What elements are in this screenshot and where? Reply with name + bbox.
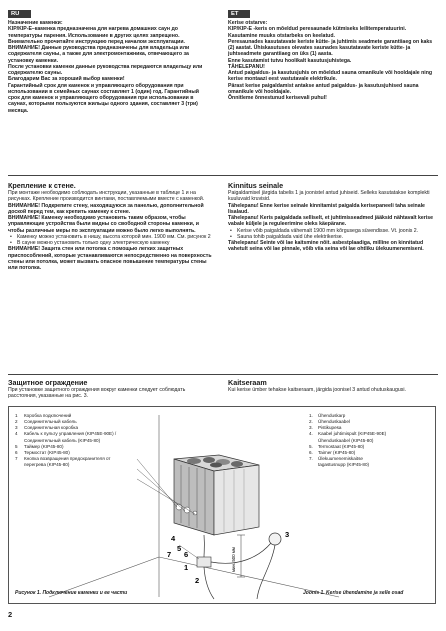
legend-number: 1 xyxy=(15,413,18,418)
legend-number: 7. xyxy=(309,456,313,462)
legend-text: Ülekuumenemiskaitse xyxy=(318,456,363,462)
legend-text: Термостат (KIP45-80) xyxy=(24,449,70,455)
legend-number: 4 xyxy=(15,431,18,437)
ru-intro xyxy=(8,20,212,114)
ru-paragraph: KIP/KIP-E–каменка предназначена для нагрева домашних саун до температуры парения. Использование в других целях запрещено. xyxy=(8,26,180,39)
legend-text: Taimer (KIP45-80) xyxy=(318,449,356,455)
callout-number: 5 xyxy=(177,544,182,553)
et-paragraph: TÄHELEPANU! xyxy=(228,63,265,70)
ru-list-item: • Каменку можно установить в нишу, высота которой мин. 1900 мм. См. рисунок 2 xyxy=(10,233,211,240)
et-paragraph: Peresaunades kasutatavate keriste kütte- ja juhtimis seadmete garantiiaeg on kaks (2) aastat. Ühiskasutuses olevates saunades kasutatavate keriste kütte- ja juhtseadmete garantiiaeg on üks (1) aasta. xyxy=(228,38,433,58)
callout-number: 7 xyxy=(167,550,172,559)
heater-diagram xyxy=(9,407,437,605)
callout-number: 6 xyxy=(184,550,189,559)
callout-number: 2 xyxy=(195,576,200,585)
legend-number: 6. xyxy=(309,449,313,455)
legend-text: Соединительный кабель xyxy=(24,419,77,425)
et-paragraph: Kerise otstarve: xyxy=(228,20,268,26)
legend-text: Соединительный кабель (KIP45-80) xyxy=(24,437,101,443)
legend-number: 3. xyxy=(309,425,313,431)
page-number: 2 xyxy=(8,610,13,619)
et-paragraph: Antud paigaldus- ja kasutusjuhis on mõeldud sauna omanikule või hooldajale ning kerise montaazi eest vastutavale elektrikule. xyxy=(228,70,433,83)
legend-number: 5. xyxy=(309,443,313,449)
legend-text: Кнопка возвращения предохранителя от xyxy=(24,456,111,462)
callout-number: 3 xyxy=(285,530,290,539)
legend-text: перегрева (KIP45-80) xyxy=(24,462,70,468)
ru-guard-title: Защитное ограждение xyxy=(8,378,88,387)
ru-paragraph: Назначение каменки: xyxy=(8,20,63,26)
et-list-item: • Kerise võib paigaldada vähemalt 1900 mm kõrgusega süvendisse. Vt. joonis 2. xyxy=(230,227,419,234)
et-paragraph: Tähelepanu! Keris paigaldada selliselt, et juhtimisseadmed jääksid nähtavalt kerise vabale küljele ja reguleerimine oleks käepärane. xyxy=(228,215,433,228)
legend-text: Таймер (KIP45-80) xyxy=(24,443,64,449)
et-list-item: • Sauna tohib paigaldada vaid ühe elektrikerise. xyxy=(230,233,344,240)
ru-language-tag: RU xyxy=(8,10,31,18)
legend-number: 6 xyxy=(15,449,18,455)
connection-box-icon xyxy=(197,557,211,567)
legend-text: Коробка подключений xyxy=(24,413,72,418)
legend-text: Ühenduskaabel xyxy=(318,419,350,425)
callout-number: 1 xyxy=(184,563,189,572)
callout-number: 4 xyxy=(171,534,176,543)
socket-icon xyxy=(269,533,281,545)
legend-number: 5 xyxy=(15,443,18,449)
figure-caption-et: Joonis 1. Kerise ühendamine ja selle osad xyxy=(303,590,404,596)
ru-guard-text: При установке защитного ограждения вокруг каменки следует соблюдать расстояния, указанные на рис. 3. xyxy=(8,387,186,400)
ru-paragraph: После установки каменки данные руководства передаются владельцу или содержателю сауны. xyxy=(8,63,203,76)
ru-mounting-section xyxy=(8,181,212,271)
et-paragraph: Pärast kerise paigaldamist antakse antud paigaldus- ja kasutusjuhised sauna omanikule või hooldajale. xyxy=(228,82,419,95)
et-mounting-text xyxy=(228,190,436,228)
section-divider xyxy=(8,374,438,375)
ru-paragraph: ВНИМАНИЕ! Данные руководства предназначены для владельца или содержателя сауны, а также для электромонтажника, отвечающего за установку каменки. xyxy=(8,45,190,64)
ru-paragraph: ВНИМАНИЕ! Подкрепите стену, находящуюся за панелью, дополнительной доской перед тем, как крепить каменку к стене. xyxy=(8,202,204,215)
ru-paragraph: Благодарим Вас за хороший выбор каменки! xyxy=(8,76,125,83)
et-guard-title: Kaitseraam xyxy=(228,378,267,387)
et-paragraph: KIP/KIP-E -keris on mõeldud peresaunade kütmiseks leilitemperatuurini. Kasutamine muuks otstarbeks on keelatud. xyxy=(228,26,407,39)
et-guard-section xyxy=(228,378,436,393)
legend-number: 2. xyxy=(309,419,313,425)
figure-1-frame xyxy=(8,406,436,604)
legend-text: Ühenduskarp xyxy=(318,413,346,418)
heater-icon xyxy=(174,455,259,535)
ru-paragraph: ВНИМАНИЕ! Каменку необходимо установить таким образом, чтобы управляющие устройства были видны со свободной стороны каменки, и чтобы различные меры по эксплуатации можно было легко выполнять. xyxy=(8,215,199,234)
legend-text: Ühenduskaabel (KIP45-80) xyxy=(318,437,374,443)
legend-text: Pistikupesa xyxy=(318,425,342,431)
ru-paragraph: При монтаже необходимо соблюдать инструкции, указанные в таблице 1 и на рисунках. Крепление производится винтами, поставляемыми вместе с каменкой. xyxy=(8,190,205,203)
legend-number: 3 xyxy=(15,425,18,431)
ru-paragraph: Внимательно прочитайте инструкцию перед началом эксплуатации. xyxy=(8,38,185,45)
et-paragraph: Enne kasutamist tutvu hoolikalt kasutusjuhistega. xyxy=(228,57,352,64)
ru-mounting-title: Крепление к стене. xyxy=(8,181,76,190)
ru-guard-section xyxy=(8,378,212,400)
legend-text: Кабель к пульту управления (KIP45E-90E) / xyxy=(24,431,117,437)
legend-text: Termostaat (KIP45-80) xyxy=(318,443,365,449)
et-mounting-title: Kinnitus seinale xyxy=(228,181,284,190)
legend-number: 2 xyxy=(15,419,18,425)
et-column xyxy=(228,10,436,101)
et-guard-text: Kui kerise ümber tehakse kaitseraam, järgida joonisel 3 antud ohutuskaugusi. xyxy=(228,387,406,393)
legend-number: 4. xyxy=(309,431,313,437)
legend-number: 7 xyxy=(15,456,18,462)
et-paragraph: Tähelepanu! Enne kerise seinale kinnitamist paigalda kerisepaneeli taha seinale lisalaud. xyxy=(228,202,425,215)
et-paragraph: Paigaldamisel järgida tabelis 1 ja joonistel antud juhiseid. Selleks kasutatakse komplekti kuuluvaid kruvisid. xyxy=(228,190,430,203)
section-divider xyxy=(8,175,438,176)
legend-text: Соединительная коробка xyxy=(24,425,79,431)
ru-paragraph: Гарантийный срок для каменок и управляющего оборудования при использовании в семейных саунах составляет 1 (один) год. Гарантийный срок для каменок и управляющего оборудования при использовании в саунах, которыми пользуются жильцы одного здания, составляет 3 (три) месяца. xyxy=(8,82,199,114)
figure-caption-ru: Рисунок 1. Подключение каменки и ее части xyxy=(15,590,128,596)
legend-text: tagastusnupp (KIP45-80) xyxy=(318,462,370,468)
et-paragraph: Õnnitleme õnnestunud kerisevali puhul! xyxy=(228,95,327,101)
ru-list-item: • В саунe можно установить только одну электрическую каменку xyxy=(10,240,170,246)
ru-mounting-warning: ВНИМАНИЕ! Защита стен или потолка с помощью легких защитных приспособлений, которые устанавливаются непосредственно на поверхность стены или потолка, может вызвать опасное повышение температуры стены или потолка. xyxy=(8,246,212,271)
et-intro xyxy=(228,20,436,101)
et-language-tag: ET xyxy=(228,10,250,18)
et-mounting-section xyxy=(228,181,436,253)
et-mounting-warning: Tähelepanu! Seinte või lae kaitsmine nõit. asbestplaadiga, milline on kinnitatud vahetult seina või lae pinnale, võib viia seina või lae ohtliku ülekuumenemiseni. xyxy=(228,240,424,253)
dimension-label: мин. 500 мм xyxy=(231,547,236,572)
ru-mounting-text xyxy=(8,190,212,234)
legend-text: Kaabel juhtimispult (KIP45E-90E) xyxy=(318,431,387,437)
ru-column xyxy=(8,10,212,114)
legend-number: 1. xyxy=(309,413,313,418)
